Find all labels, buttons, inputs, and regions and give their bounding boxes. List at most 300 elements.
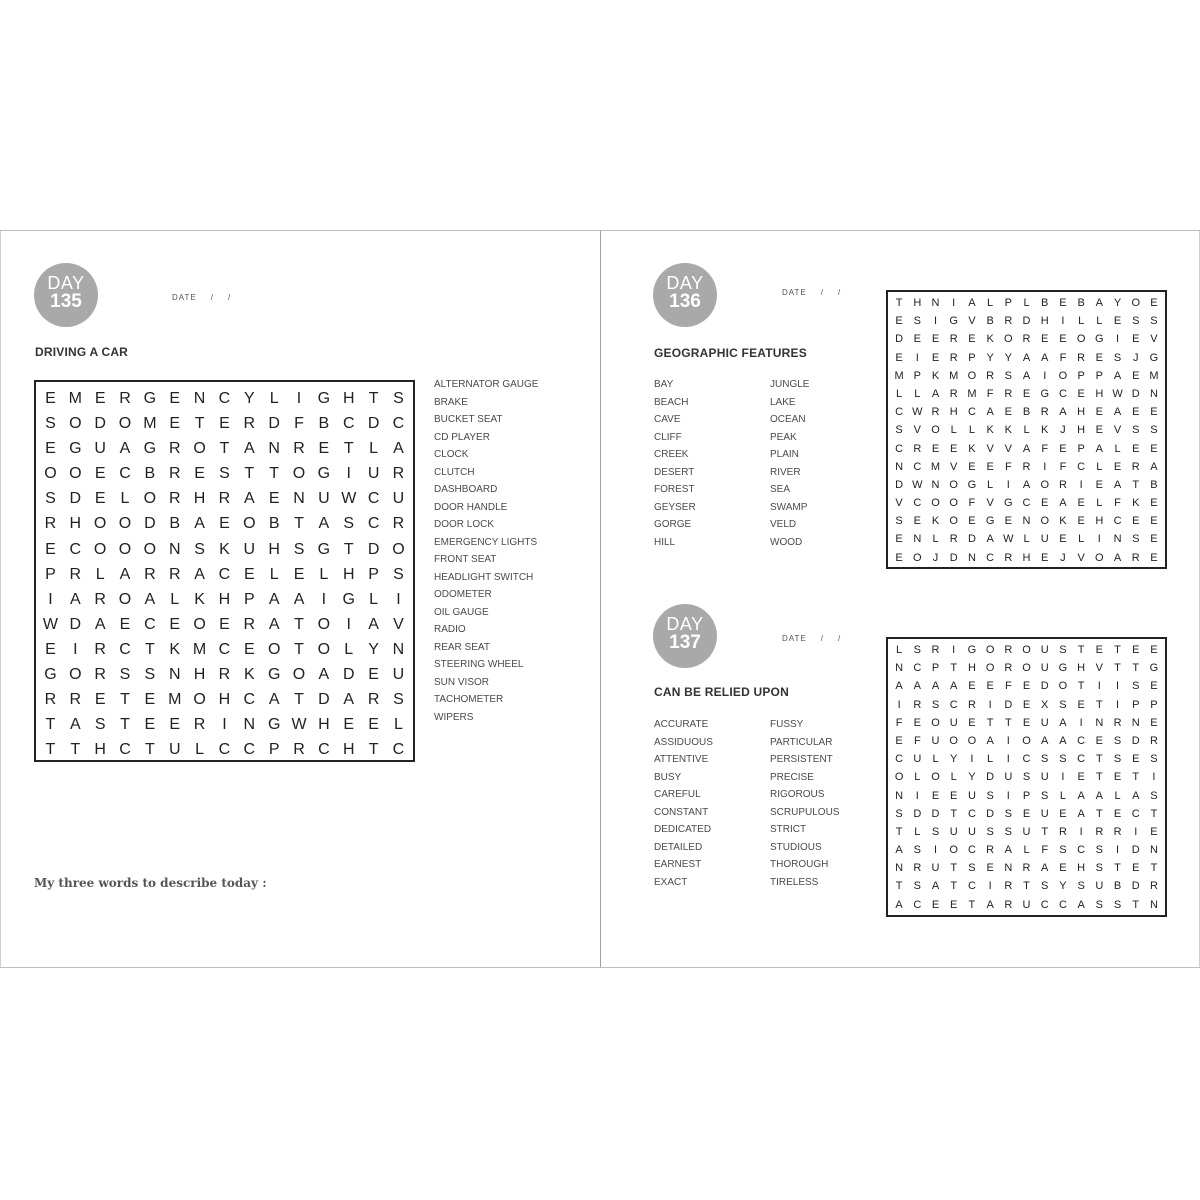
- grid-letter[interactable]: L: [1096, 460, 1103, 473]
- grid-letter[interactable]: C: [1077, 734, 1086, 747]
- grid-letter[interactable]: R: [168, 490, 181, 508]
- grid-letter[interactable]: A: [94, 615, 106, 633]
- grid-letter[interactable]: I: [915, 789, 919, 802]
- grid-letter[interactable]: T: [1004, 716, 1012, 729]
- grid-letter[interactable]: E: [219, 615, 230, 633]
- grid-letter[interactable]: E: [1150, 716, 1158, 729]
- grid-letter[interactable]: R: [913, 442, 922, 455]
- grid-letter[interactable]: K: [986, 333, 994, 346]
- grid-letter[interactable]: I: [988, 698, 992, 711]
- grid-letter[interactable]: O: [243, 515, 256, 533]
- grid-letter[interactable]: L: [914, 387, 921, 400]
- grid-letter[interactable]: E: [1095, 406, 1103, 419]
- grid-letter[interactable]: S: [895, 515, 903, 528]
- grid-letter[interactable]: D: [69, 615, 82, 633]
- grid-letter[interactable]: U: [1040, 771, 1049, 784]
- grid-letter[interactable]: O: [143, 540, 157, 558]
- grid-letter[interactable]: U: [1040, 716, 1049, 729]
- grid-letter[interactable]: S: [1077, 880, 1085, 893]
- grid-letter[interactable]: S: [1113, 734, 1122, 747]
- grid-letter[interactable]: H: [913, 297, 922, 309]
- grid-letter[interactable]: M: [949, 369, 959, 382]
- grid-letter[interactable]: R: [1077, 351, 1086, 364]
- grid-letter[interactable]: E: [1095, 644, 1103, 656]
- grid-letter[interactable]: E: [895, 351, 903, 364]
- grid-letter[interactable]: C: [895, 753, 904, 766]
- grid-letter[interactable]: E: [1004, 406, 1012, 419]
- grid-letter[interactable]: T: [895, 825, 903, 838]
- grid-letter[interactable]: D: [1004, 698, 1013, 711]
- grid-letter[interactable]: E: [1132, 406, 1140, 419]
- grid-letter[interactable]: J: [1060, 551, 1066, 564]
- grid-letter[interactable]: O: [967, 734, 977, 747]
- grid-letter[interactable]: A: [1022, 351, 1031, 364]
- grid-letter[interactable]: W: [1112, 387, 1123, 400]
- grid-letter[interactable]: C: [967, 880, 976, 893]
- grid-letter[interactable]: V: [1150, 333, 1158, 346]
- grid-letter[interactable]: K: [1132, 497, 1140, 510]
- grid-letter[interactable]: L: [1023, 424, 1030, 437]
- grid-letter[interactable]: E: [913, 333, 921, 346]
- grid-letter[interactable]: T: [895, 297, 903, 309]
- grid-letter[interactable]: B: [169, 515, 181, 533]
- grid-letter[interactable]: T: [1095, 753, 1103, 766]
- grid-letter[interactable]: F: [1004, 460, 1012, 473]
- grid-letter[interactable]: E: [1077, 515, 1085, 528]
- grid-letter[interactable]: A: [318, 515, 330, 533]
- grid-letter[interactable]: C: [243, 741, 256, 759]
- grid-letter[interactable]: F: [1114, 497, 1121, 510]
- grid-letter[interactable]: H: [193, 490, 206, 508]
- grid-letter[interactable]: T: [1077, 644, 1085, 656]
- grid-letter[interactable]: I: [1097, 533, 1101, 546]
- grid-letter[interactable]: C: [967, 406, 976, 419]
- grid-letter[interactable]: A: [895, 844, 903, 857]
- grid-letter[interactable]: N: [931, 478, 940, 491]
- grid-letter[interactable]: R: [193, 716, 206, 734]
- grid-letter[interactable]: E: [1150, 297, 1158, 309]
- grid-letter[interactable]: E: [1059, 333, 1067, 346]
- grid-letter[interactable]: L: [932, 533, 939, 546]
- grid-letter[interactable]: A: [1132, 789, 1140, 802]
- grid-letter[interactable]: T: [343, 440, 354, 458]
- grid-letter[interactable]: S: [1022, 771, 1031, 784]
- grid-letter[interactable]: E: [1150, 533, 1158, 546]
- grid-letter[interactable]: D: [1131, 387, 1140, 400]
- grid-letter[interactable]: W: [341, 490, 357, 508]
- grid-letter[interactable]: S: [986, 789, 994, 802]
- grid-letter[interactable]: S: [913, 315, 921, 328]
- grid-letter[interactable]: S: [343, 515, 355, 533]
- grid-letter[interactable]: E: [243, 640, 255, 658]
- grid-letter[interactable]: T: [950, 662, 958, 675]
- grid-letter[interactable]: D: [1022, 315, 1031, 328]
- grid-letter[interactable]: N: [168, 666, 181, 684]
- grid-letter[interactable]: R: [218, 666, 231, 684]
- grid-letter[interactable]: V: [986, 497, 994, 510]
- grid-letter[interactable]: N: [168, 540, 181, 558]
- grid-letter[interactable]: G: [317, 540, 331, 558]
- grid-letter[interactable]: O: [1058, 680, 1068, 693]
- grid-letter[interactable]: H: [318, 716, 330, 734]
- word-search-grid-135[interactable]: [34, 380, 415, 762]
- grid-letter[interactable]: E: [45, 540, 56, 558]
- grid-letter[interactable]: L: [269, 390, 279, 407]
- grid-letter[interactable]: E: [1059, 442, 1067, 455]
- grid-letter[interactable]: D: [931, 807, 940, 820]
- grid-letter[interactable]: I: [48, 590, 53, 608]
- grid-letter[interactable]: P: [1004, 297, 1012, 309]
- grid-letter[interactable]: F: [968, 497, 976, 510]
- grid-letter[interactable]: O: [1004, 333, 1013, 346]
- grid-letter[interactable]: S: [219, 465, 230, 483]
- grid-letter[interactable]: C: [1131, 807, 1140, 820]
- word-search-grid-137[interactable]: [886, 637, 1167, 917]
- grid-letter[interactable]: P: [243, 590, 255, 608]
- grid-letter[interactable]: R: [1131, 460, 1140, 473]
- grid-letter[interactable]: L: [896, 644, 903, 656]
- grid-letter[interactable]: U: [1040, 662, 1049, 675]
- grid-letter[interactable]: D: [986, 771, 995, 784]
- grid-letter[interactable]: G: [1004, 497, 1013, 510]
- grid-letter[interactable]: R: [44, 691, 57, 709]
- grid-letter[interactable]: E: [1132, 515, 1140, 528]
- grid-letter[interactable]: R: [168, 440, 181, 458]
- grid-letter[interactable]: E: [986, 862, 994, 875]
- grid-letter[interactable]: T: [1077, 680, 1085, 693]
- grid-letter[interactable]: V: [1004, 442, 1012, 455]
- grid-letter[interactable]: O: [292, 666, 306, 684]
- grid-letter[interactable]: T: [120, 691, 130, 709]
- grid-letter[interactable]: V: [393, 615, 404, 633]
- grid-letter[interactable]: U: [949, 825, 958, 838]
- grid-letter[interactable]: M: [967, 387, 977, 400]
- grid-letter[interactable]: I: [933, 844, 938, 857]
- grid-letter[interactable]: S: [144, 666, 156, 684]
- grid-letter[interactable]: S: [1059, 844, 1067, 857]
- grid-letter[interactable]: C: [949, 698, 958, 711]
- grid-letter[interactable]: C: [119, 465, 131, 483]
- grid-letter[interactable]: I: [952, 644, 956, 656]
- grid-letter[interactable]: D: [144, 515, 156, 533]
- grid-letter[interactable]: A: [931, 387, 940, 400]
- grid-letter[interactable]: E: [368, 716, 379, 734]
- grid-letter[interactable]: T: [294, 515, 304, 533]
- grid-letter[interactable]: I: [1079, 478, 1083, 491]
- grid-letter[interactable]: S: [393, 390, 404, 407]
- grid-letter[interactable]: D: [986, 807, 995, 820]
- grid-letter[interactable]: S: [1095, 862, 1103, 875]
- grid-letter[interactable]: R: [1004, 387, 1013, 400]
- grid-letter[interactable]: E: [94, 691, 106, 709]
- grid-letter[interactable]: T: [194, 415, 205, 433]
- grid-letter[interactable]: A: [950, 680, 958, 693]
- grid-letter[interactable]: G: [967, 644, 977, 656]
- grid-letter[interactable]: T: [294, 640, 304, 658]
- grid-letter[interactable]: O: [1022, 662, 1031, 675]
- grid-letter[interactable]: S: [1059, 644, 1067, 656]
- grid-letter[interactable]: T: [120, 716, 130, 734]
- grid-letter[interactable]: O: [1022, 644, 1031, 656]
- grid-letter[interactable]: F: [1059, 351, 1067, 364]
- date-field-136[interactable]: [782, 288, 841, 297]
- grid-letter[interactable]: S: [931, 825, 940, 838]
- grid-letter[interactable]: E: [318, 440, 330, 458]
- grid-letter[interactable]: S: [913, 844, 921, 857]
- grid-letter[interactable]: A: [119, 440, 131, 458]
- grid-letter[interactable]: C: [367, 515, 380, 533]
- grid-letter[interactable]: S: [1132, 533, 1140, 546]
- grid-letter[interactable]: H: [94, 741, 106, 759]
- grid-letter[interactable]: C: [119, 741, 131, 759]
- grid-letter[interactable]: U: [913, 753, 922, 766]
- grid-letter[interactable]: C: [243, 691, 256, 709]
- grid-letter[interactable]: N: [1113, 533, 1122, 546]
- grid-letter[interactable]: D: [318, 691, 330, 709]
- grid-letter[interactable]: L: [95, 565, 105, 583]
- grid-letter[interactable]: O: [1131, 297, 1141, 309]
- grid-letter[interactable]: I: [1152, 771, 1156, 784]
- grid-letter[interactable]: I: [1061, 315, 1065, 328]
- grid-letter[interactable]: I: [1006, 478, 1010, 491]
- grid-letter[interactable]: O: [913, 551, 922, 564]
- grid-letter[interactable]: E: [144, 716, 156, 734]
- grid-letter[interactable]: G: [985, 515, 995, 528]
- grid-letter[interactable]: V: [1113, 424, 1122, 437]
- grid-letter[interactable]: O: [1076, 333, 1086, 346]
- grid-letter[interactable]: I: [321, 590, 327, 608]
- grid-letter[interactable]: N: [243, 716, 256, 734]
- grid-letter[interactable]: L: [914, 825, 921, 838]
- grid-letter[interactable]: N: [1004, 862, 1013, 875]
- grid-letter[interactable]: B: [1041, 297, 1049, 309]
- grid-letter[interactable]: T: [1150, 807, 1158, 820]
- grid-letter[interactable]: K: [968, 442, 976, 455]
- grid-letter[interactable]: E: [950, 789, 958, 802]
- grid-letter[interactable]: R: [913, 698, 922, 711]
- grid-letter[interactable]: K: [1004, 424, 1012, 437]
- grid-letter[interactable]: O: [292, 465, 306, 483]
- grid-letter[interactable]: L: [369, 440, 379, 458]
- grid-letter[interactable]: E: [968, 460, 976, 473]
- grid-letter[interactable]: T: [244, 465, 255, 483]
- grid-letter[interactable]: A: [1059, 497, 1067, 510]
- grid-letter[interactable]: E: [1113, 807, 1122, 820]
- grid-letter[interactable]: E: [1113, 771, 1122, 784]
- grid-letter[interactable]: R: [392, 465, 405, 483]
- grid-letter[interactable]: M: [143, 415, 157, 433]
- grid-letter[interactable]: E: [1150, 497, 1158, 510]
- grid-letter[interactable]: I: [1116, 698, 1120, 711]
- grid-letter[interactable]: S: [1095, 844, 1103, 857]
- grid-letter[interactable]: D: [1131, 844, 1140, 857]
- grid-letter[interactable]: I: [346, 615, 351, 633]
- grid-letter[interactable]: R: [1131, 551, 1140, 564]
- grid-letter[interactable]: E: [1041, 333, 1049, 346]
- grid-letter[interactable]: H: [967, 662, 976, 675]
- grid-letter[interactable]: E: [895, 315, 903, 328]
- grid-letter[interactable]: P: [45, 565, 56, 583]
- grid-letter[interactable]: T: [1095, 807, 1103, 820]
- grid-letter[interactable]: N: [193, 390, 206, 407]
- grid-letter[interactable]: R: [168, 465, 181, 483]
- grid-letter[interactable]: O: [317, 615, 331, 633]
- grid-letter[interactable]: S: [45, 490, 56, 508]
- grid-letter[interactable]: A: [1041, 351, 1049, 364]
- grid-letter[interactable]: N: [895, 460, 904, 473]
- grid-letter[interactable]: R: [243, 415, 256, 433]
- grid-letter[interactable]: R: [44, 515, 57, 533]
- grid-letter[interactable]: L: [1059, 789, 1066, 802]
- grid-letter[interactable]: T: [368, 741, 379, 759]
- grid-letter[interactable]: I: [1116, 333, 1120, 346]
- grid-letter[interactable]: K: [169, 640, 181, 658]
- grid-letter[interactable]: A: [1077, 789, 1085, 802]
- grid-letter[interactable]: R: [1004, 898, 1013, 911]
- grid-letter[interactable]: E: [243, 565, 255, 583]
- grid-letter[interactable]: E: [1077, 497, 1085, 510]
- grid-letter[interactable]: O: [69, 465, 82, 483]
- grid-letter[interactable]: F: [294, 415, 304, 433]
- grid-letter[interactable]: B: [1113, 880, 1122, 893]
- grid-letter[interactable]: I: [970, 753, 974, 766]
- grid-letter[interactable]: E: [931, 351, 940, 364]
- grid-letter[interactable]: K: [1059, 515, 1067, 528]
- grid-letter[interactable]: I: [1006, 789, 1010, 802]
- grid-letter[interactable]: U: [931, 862, 940, 875]
- grid-letter[interactable]: A: [69, 716, 81, 734]
- grid-letter[interactable]: R: [168, 565, 181, 583]
- grid-letter[interactable]: A: [194, 515, 205, 533]
- grid-letter[interactable]: U: [392, 490, 405, 508]
- grid-letter[interactable]: G: [44, 666, 57, 684]
- grid-letter[interactable]: W: [291, 716, 307, 734]
- grid-letter[interactable]: R: [218, 490, 231, 508]
- grid-letter[interactable]: E: [1059, 533, 1067, 546]
- grid-letter[interactable]: U: [1004, 771, 1013, 784]
- grid-letter[interactable]: A: [268, 615, 280, 633]
- grid-letter[interactable]: R: [1004, 880, 1013, 893]
- grid-letter[interactable]: H: [1077, 406, 1086, 419]
- grid-letter[interactable]: R: [986, 369, 995, 382]
- grid-letter[interactable]: E: [219, 415, 230, 433]
- grid-letter[interactable]: A: [986, 533, 994, 546]
- grid-letter[interactable]: S: [1113, 351, 1122, 364]
- grid-letter[interactable]: R: [913, 862, 922, 875]
- grid-letter[interactable]: L: [987, 753, 994, 766]
- grid-letter[interactable]: A: [986, 406, 994, 419]
- grid-letter[interactable]: N: [895, 789, 904, 802]
- grid-letter[interactable]: U: [1022, 825, 1031, 838]
- grid-letter[interactable]: O: [1040, 515, 1049, 528]
- grid-letter[interactable]: D: [367, 415, 380, 433]
- grid-letter[interactable]: C: [218, 640, 231, 658]
- grid-letter[interactable]: B: [144, 465, 156, 483]
- grid-letter[interactable]: C: [342, 415, 355, 433]
- grid-letter[interactable]: S: [1041, 880, 1049, 893]
- grid-letter[interactable]: C: [895, 442, 904, 455]
- grid-letter[interactable]: L: [1023, 533, 1030, 546]
- grid-letter[interactable]: O: [949, 478, 958, 491]
- grid-letter[interactable]: E: [169, 415, 181, 433]
- grid-letter[interactable]: E: [1150, 680, 1158, 693]
- grid-letter[interactable]: A: [1150, 460, 1158, 473]
- grid-letter[interactable]: O: [931, 497, 940, 510]
- grid-letter[interactable]: R: [986, 844, 995, 857]
- grid-letter[interactable]: G: [1095, 333, 1104, 346]
- grid-letter[interactable]: V: [968, 315, 976, 328]
- grid-letter[interactable]: G: [69, 440, 82, 458]
- grid-letter[interactable]: R: [1004, 315, 1013, 328]
- grid-letter[interactable]: E: [1059, 862, 1067, 875]
- grid-letter[interactable]: E: [968, 333, 976, 346]
- grid-letter[interactable]: A: [1113, 369, 1122, 382]
- grid-letter[interactable]: C: [218, 390, 231, 407]
- grid-letter[interactable]: L: [1023, 297, 1030, 309]
- date-field-135[interactable]: [172, 293, 231, 302]
- grid-letter[interactable]: P: [268, 741, 280, 759]
- grid-letter[interactable]: K: [194, 590, 205, 608]
- grid-letter[interactable]: E: [268, 490, 280, 508]
- grid-letter[interactable]: L: [120, 490, 130, 508]
- grid-letter[interactable]: H: [1022, 551, 1031, 564]
- grid-letter[interactable]: R: [949, 333, 958, 346]
- grid-letter[interactable]: A: [931, 880, 940, 893]
- grid-letter[interactable]: O: [193, 691, 206, 709]
- grid-letter[interactable]: U: [1022, 898, 1031, 911]
- grid-letter[interactable]: L: [1114, 789, 1121, 802]
- grid-letter[interactable]: P: [931, 662, 940, 675]
- grid-letter[interactable]: E: [1004, 515, 1012, 528]
- grid-letter[interactable]: U: [94, 440, 106, 458]
- grid-letter[interactable]: S: [913, 644, 921, 656]
- grid-letter[interactable]: S: [1113, 753, 1122, 766]
- grid-letter[interactable]: R: [1058, 825, 1067, 838]
- grid-letter[interactable]: T: [269, 465, 280, 483]
- grid-letter[interactable]: R: [1022, 333, 1031, 346]
- grid-letter[interactable]: T: [1114, 644, 1121, 656]
- grid-letter[interactable]: N: [967, 551, 976, 564]
- grid-letter[interactable]: E: [950, 442, 958, 455]
- grid-letter[interactable]: O: [1058, 369, 1068, 382]
- grid-letter[interactable]: S: [1041, 753, 1049, 766]
- grid-letter[interactable]: O: [93, 540, 107, 558]
- grid-letter[interactable]: O: [193, 615, 206, 633]
- grid-letter[interactable]: S: [1132, 680, 1140, 693]
- grid-letter[interactable]: S: [45, 415, 56, 433]
- grid-letter[interactable]: R: [1004, 662, 1013, 675]
- grid-letter[interactable]: I: [1116, 844, 1120, 857]
- grid-letter[interactable]: O: [949, 734, 958, 747]
- grid-letter[interactable]: C: [144, 615, 156, 633]
- grid-letter[interactable]: G: [267, 716, 281, 734]
- grid-letter[interactable]: E: [119, 615, 131, 633]
- grid-letter[interactable]: T: [45, 741, 56, 759]
- grid-letter[interactable]: I: [1043, 369, 1047, 382]
- grid-letter[interactable]: O: [193, 440, 206, 458]
- grid-letter[interactable]: O: [1040, 478, 1049, 491]
- grid-letter[interactable]: U: [367, 465, 380, 483]
- grid-letter[interactable]: A: [986, 734, 994, 747]
- grid-letter[interactable]: B: [1022, 406, 1031, 419]
- grid-letter[interactable]: R: [119, 390, 131, 407]
- grid-letter[interactable]: L: [394, 716, 403, 734]
- grid-letter[interactable]: M: [1149, 369, 1159, 382]
- grid-letter[interactable]: R: [1022, 862, 1031, 875]
- grid-letter[interactable]: G: [1149, 351, 1159, 364]
- grid-letter[interactable]: A: [1095, 442, 1103, 455]
- grid-letter[interactable]: B: [1150, 478, 1158, 491]
